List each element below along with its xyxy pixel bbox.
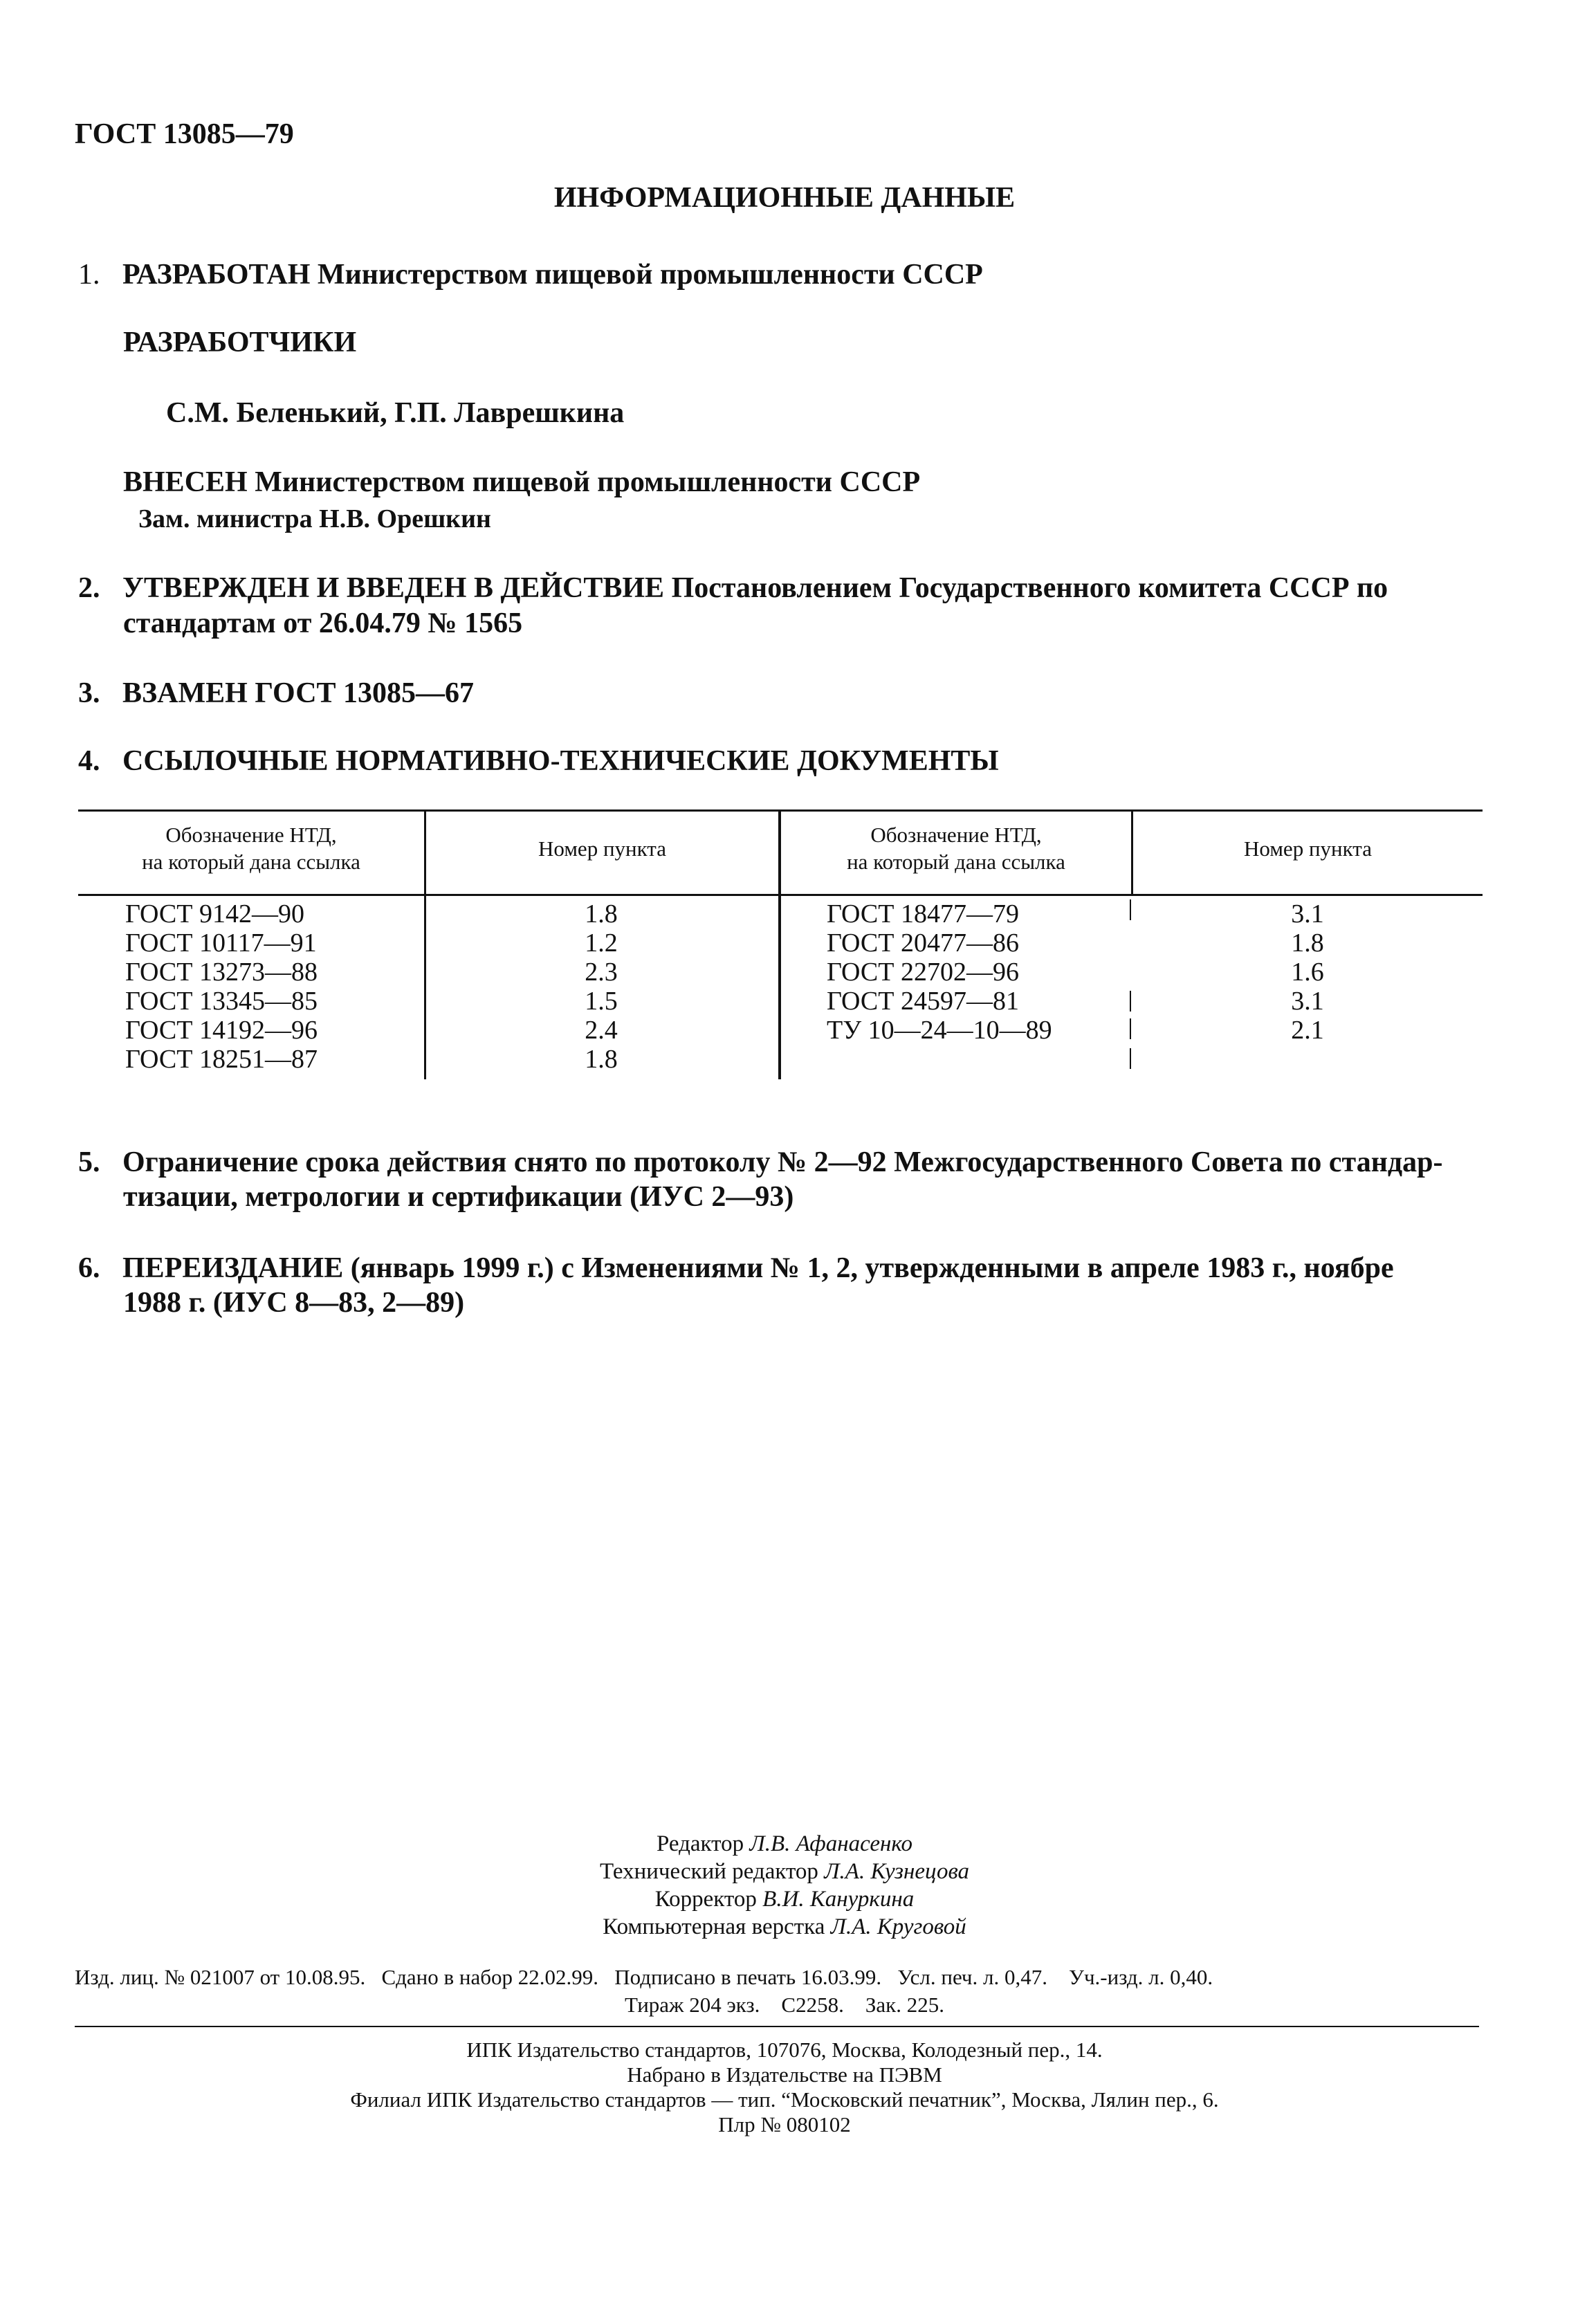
introduced-text: Министерством пищевой промышленности СССР [247, 466, 921, 498]
credit-editor: Редактор Л.В. Афанасенко [656, 1831, 913, 1856]
section-2-line2: стандартам от 26.04.79 № 1565 [123, 607, 523, 639]
section-number: 6. [78, 1252, 100, 1284]
table-cell-doc: ГОСТ 24597—81 [827, 987, 1019, 1016]
section-text: (январь 1999 г.) с Изменениями № 1, 2, утвержденными в апреле 1983 г., ноябре [343, 1252, 1394, 1284]
section-number: 2. [78, 572, 100, 604]
table-cell-item: 1.8 [1291, 928, 1324, 958]
table-cell-doc: ГОСТ 13345—85 [125, 987, 318, 1016]
imprint-line-1: Изд. лиц. № 021007 от 10.08.95. Сдано в набор 22.02.99. Подписано в печать 16.03.99. Усл. печ. л. 0,47. Уч.-изд. л. 0,40. [75, 1965, 1213, 1989]
section-text: ССЫЛОЧНЫЕ НОРМАТИВНО-ТЕХНИЧЕСКИЕ ДОКУМЕНТЫ [122, 745, 999, 777]
header-item-number: Номер пункта [1244, 836, 1372, 861]
publisher-line: Филиал ИПК Издательство стандартов — тип. “Московский печатник”, Москва, Лялин пер., 6. [350, 2087, 1219, 2112]
section-6-line2: 1988 г. (ИУС 8—83, 2—89) [123, 1287, 465, 1319]
publisher-info [0, 2038, 1569, 2137]
header-designation: Обозначение НТД, на который дана ссылка [847, 823, 1065, 874]
section-number: 4. [78, 745, 100, 777]
section-number: 1. [78, 259, 100, 291]
table-cell-doc: ГОСТ 14192—96 [125, 1016, 318, 1045]
section-4 [78, 744, 999, 778]
publisher-line: Плр № 080102 [718, 2112, 851, 2137]
table-tick [1130, 991, 1131, 1012]
table-tick [1130, 1018, 1131, 1039]
table-cell-item: 1.6 [1291, 958, 1324, 987]
section-text: Ограничение срока действия снято по протоколу № 2—92 Межгосударственного Совета по стандар- [122, 1146, 1443, 1178]
section-text: Постановлением Государственного комитета СССР по [664, 572, 1388, 604]
table-tick [1130, 899, 1131, 920]
table-cell-item: 1.8 [585, 899, 618, 928]
table-cell-item: 3.1 [1291, 899, 1324, 928]
table-cell-doc: ГОСТ 10117—91 [125, 928, 317, 958]
imprint-line-2: Тираж 204 экз. С2258. Зак. 225. [625, 1993, 944, 2017]
deputy-minister: Зам. министра Н.В. Орешкин [138, 504, 491, 533]
section-number: 5. [78, 1146, 100, 1178]
credit-corrector: Корректор В.И. Кануркина [654, 1887, 915, 1912]
section-lead: ПЕРЕИЗДАНИЕ [122, 1252, 344, 1284]
header-designation: Обозначение НТД, на который дана ссылка [142, 823, 360, 874]
credit-layout: Компьютерная верстка Л.А. Круговой [603, 1914, 966, 1939]
references-table [78, 809, 1483, 1079]
table-cell-doc: ГОСТ 18477—79 [827, 899, 1019, 928]
section-5 [78, 1145, 1442, 1180]
section-text: ВЗАМЕН ГОСТ 13085—67 [122, 677, 475, 709]
table-cell-item: 2.3 [585, 958, 618, 987]
table-cell-item: 1.5 [585, 987, 618, 1016]
table-cell-doc: ТУ 10—24—10—89 [827, 1016, 1052, 1045]
developers-names: С.М. Беленький, Г.П. Лаврешкина [166, 397, 625, 429]
section-6 [78, 1251, 1394, 1285]
section-2 [78, 571, 1388, 605]
footer-divider [75, 2026, 1479, 2027]
table-cell-doc: ГОСТ 18251—87 [125, 1045, 318, 1074]
table-cell-doc: ГОСТ 13273—88 [125, 958, 318, 987]
editorial-credits [0, 1830, 1569, 1941]
table-cell-item: 1.2 [585, 928, 618, 958]
credit-tech-editor: Технический редактор Л.А. Кузнецова [599, 1859, 970, 1884]
section-5-line2: тизации, метрологии и сертификации (ИУС 2—93) [123, 1181, 794, 1213]
section-lead: РАЗРАБОТАН [122, 259, 311, 291]
table-cell-item: 3.1 [1291, 987, 1324, 1016]
section-text: Министерством пищевой промышленности СССР [310, 259, 983, 291]
table-tick [1130, 1048, 1131, 1069]
publisher-line: ИПК Издательство стандартов, 107076, Москва, Колодезный пер., 14. [466, 2038, 1103, 2062]
table-cell-doc: ГОСТ 9142—90 [125, 899, 304, 928]
page-title: ИНФОРМАЦИОННЫЕ ДАННЫЕ [553, 182, 1016, 214]
table-cell-item: 1.8 [585, 1045, 618, 1074]
document-code: ГОСТ 13085—79 [75, 118, 294, 150]
publisher-line: Набрано в Издательстве на ПЭВМ [627, 2062, 942, 2087]
header-item-number: Номер пункта [538, 836, 666, 861]
section-number: 3. [78, 677, 100, 709]
section-1 [78, 257, 983, 292]
table-cell-doc: ГОСТ 20477—86 [827, 928, 1019, 958]
table-cell-item: 2.4 [585, 1016, 618, 1045]
table-cell-item: 2.1 [1291, 1016, 1324, 1045]
introduced-lead: ВНЕСЕН [123, 466, 248, 498]
introduced-line [123, 465, 920, 500]
section-3 [78, 676, 474, 711]
section-lead: УТВЕРЖДЕН И ВВЕДЕН В ДЕЙСТВИЕ [122, 572, 665, 604]
table-cell-doc: ГОСТ 22702—96 [827, 958, 1019, 987]
developers-label: РАЗРАБОТЧИКИ [123, 327, 357, 358]
